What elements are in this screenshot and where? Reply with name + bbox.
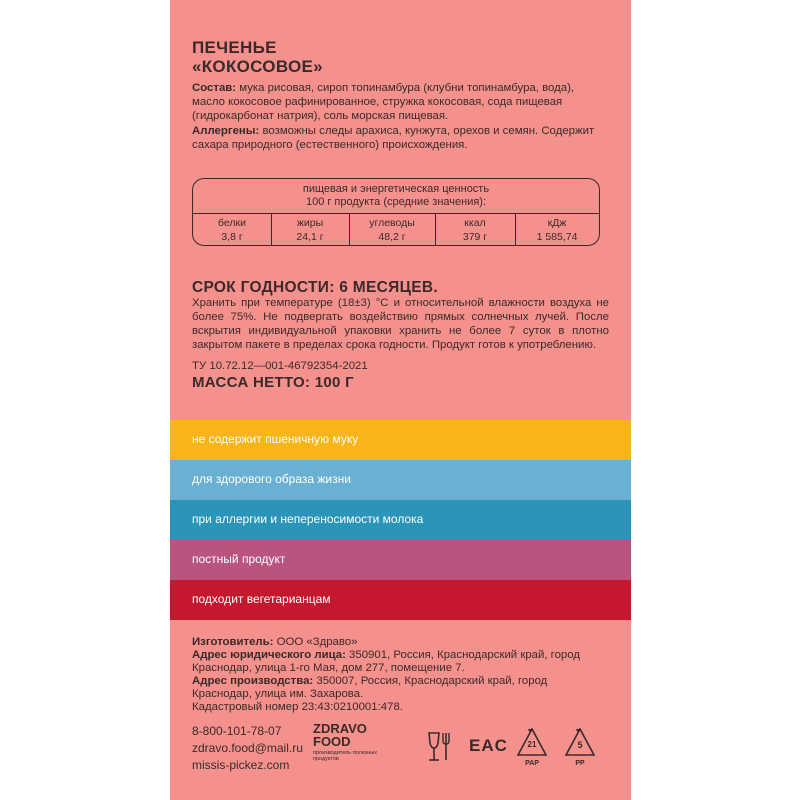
allergens-text — [192, 124, 609, 152]
band-label: не содержит пшеничную муку — [192, 432, 359, 446]
nutrition-col-kcal — [435, 216, 515, 246]
glass-fork-icon — [426, 730, 454, 771]
nutrition-name: жиры — [296, 217, 324, 229]
shelf-life-title: СРОК ГОДНОСТИ: 6 МЕСЯЦЕВ. — [192, 279, 438, 296]
legal-address — [192, 649, 609, 675]
recycle-pap-number: 21 — [527, 740, 537, 749]
manufacturer-label: Изготовитель: — [192, 636, 274, 648]
recycle-pp-icon — [563, 726, 597, 772]
recycle-pp-number: 5 — [577, 740, 583, 750]
product-title — [192, 38, 609, 76]
band-healthy-lifestyle — [170, 460, 631, 500]
band-milk-allergy — [170, 500, 631, 540]
manufacturer-info — [192, 636, 609, 714]
phone-number: 8-800-101-78-07 — [192, 724, 282, 738]
nutrition-name: ккал — [464, 217, 486, 229]
nutrition-col-kj — [515, 216, 599, 246]
nutrition-value: 48,2 г — [378, 231, 406, 243]
website: missis-pickez.com — [192, 758, 290, 772]
nutrition-col-protein — [193, 216, 271, 246]
brand-line-1: ZDRAVO — [313, 721, 367, 736]
brand-line-2: FOOD — [313, 734, 351, 749]
brand-logo — [313, 722, 383, 762]
production-address — [192, 675, 609, 701]
tech-spec-number: ТУ 10.72.12—001-46792354-2021 — [192, 360, 368, 372]
band-label: для здорового образа жизни — [192, 472, 351, 486]
nutrition-header: пищевая и энергетическая ценность 100 г продукта (средние значения): — [302, 183, 490, 208]
band-no-wheat — [170, 420, 631, 460]
composition-body: мука рисовая, сироп топинамбура (клубни топинамбура, вода), масло кокосовое рафинированное, стружка кокосовая, сода пищевая (гидрокарбонат натрия), соль морская пищевая. — [192, 82, 575, 122]
band-label: подходит вегетарианцам — [192, 592, 331, 606]
net-mass: МАССА НЕТТО: 100 Г — [192, 374, 354, 391]
allergens-label: Аллергены: — [192, 125, 260, 137]
nutrition-table — [192, 178, 600, 246]
recycle-pap-icon — [515, 726, 549, 772]
nutrition-name: белки — [218, 217, 246, 229]
legal-address-text: 350901, Россия, Краснодарский край, город Краснодар, улица 1-го Мая, дом 277, помещение 7. — [192, 649, 580, 674]
contacts-block — [192, 723, 303, 774]
storage-conditions: Хранить при температуре (18±3) °С и относительной влажности воздуха не более 75%. Не подвергать воздействию прямых солнечных лучей. После вскрытия индивидуальной упаковки хранить не более 7 суток в плотно закрытом пакете в пределах срока годности. Продукт готов к употреблению. — [192, 297, 609, 351]
nutrition-value: 24,1 г — [296, 231, 324, 243]
legal-address-label: Адрес юридического лица: — [192, 649, 346, 661]
nutrition-name: углеводы — [369, 217, 415, 229]
production-address-text: 350007, Россия, Краснодарский край, город Краснодар, улица им. Захарова. — [192, 675, 548, 700]
recycle-pp-label: PP — [575, 760, 585, 767]
manufacturer-name: ООО «Здраво» — [273, 636, 358, 648]
cadastral-number: Кадастровый номер 23:43:0210001:478. — [192, 701, 403, 713]
nutrition-value: 379 г — [462, 231, 488, 243]
product-label-panel — [170, 0, 631, 800]
band-vegetarian — [170, 580, 631, 620]
eac-mark-icon: EAC — [469, 736, 508, 755]
email-address: zdravo.food@mail.ru — [192, 741, 303, 755]
nutrition-col-carbs — [349, 216, 435, 246]
title-line-1: ПЕЧЕНЬЕ — [192, 38, 277, 57]
brand-tagline: производитель полезных продуктов — [313, 750, 378, 762]
nutrition-name: кДж — [547, 217, 567, 229]
composition-text — [192, 81, 609, 123]
recycle-pap-label: PAP — [525, 760, 539, 767]
band-lenten — [170, 540, 631, 580]
nutrition-col-fat — [271, 216, 349, 246]
band-label: при аллергии и непереносимости молока — [192, 512, 424, 526]
nutrition-divider — [193, 213, 599, 214]
manufacturer-line — [192, 636, 609, 649]
nutrition-value: 3,8 г — [221, 231, 243, 243]
nutrition-value: 1 585,74 — [536, 231, 578, 243]
composition-label: Состав: — [192, 82, 237, 94]
band-label: постный продукт — [192, 552, 286, 566]
production-address-label: Адрес производства: — [192, 675, 314, 687]
allergens-body: возможны следы арахиса, кунжута, орехов и семян. Содержит сахара природного (естественного) происхождения. — [192, 125, 595, 151]
title-line-2: «КОКОСОВОЕ» — [192, 57, 323, 76]
